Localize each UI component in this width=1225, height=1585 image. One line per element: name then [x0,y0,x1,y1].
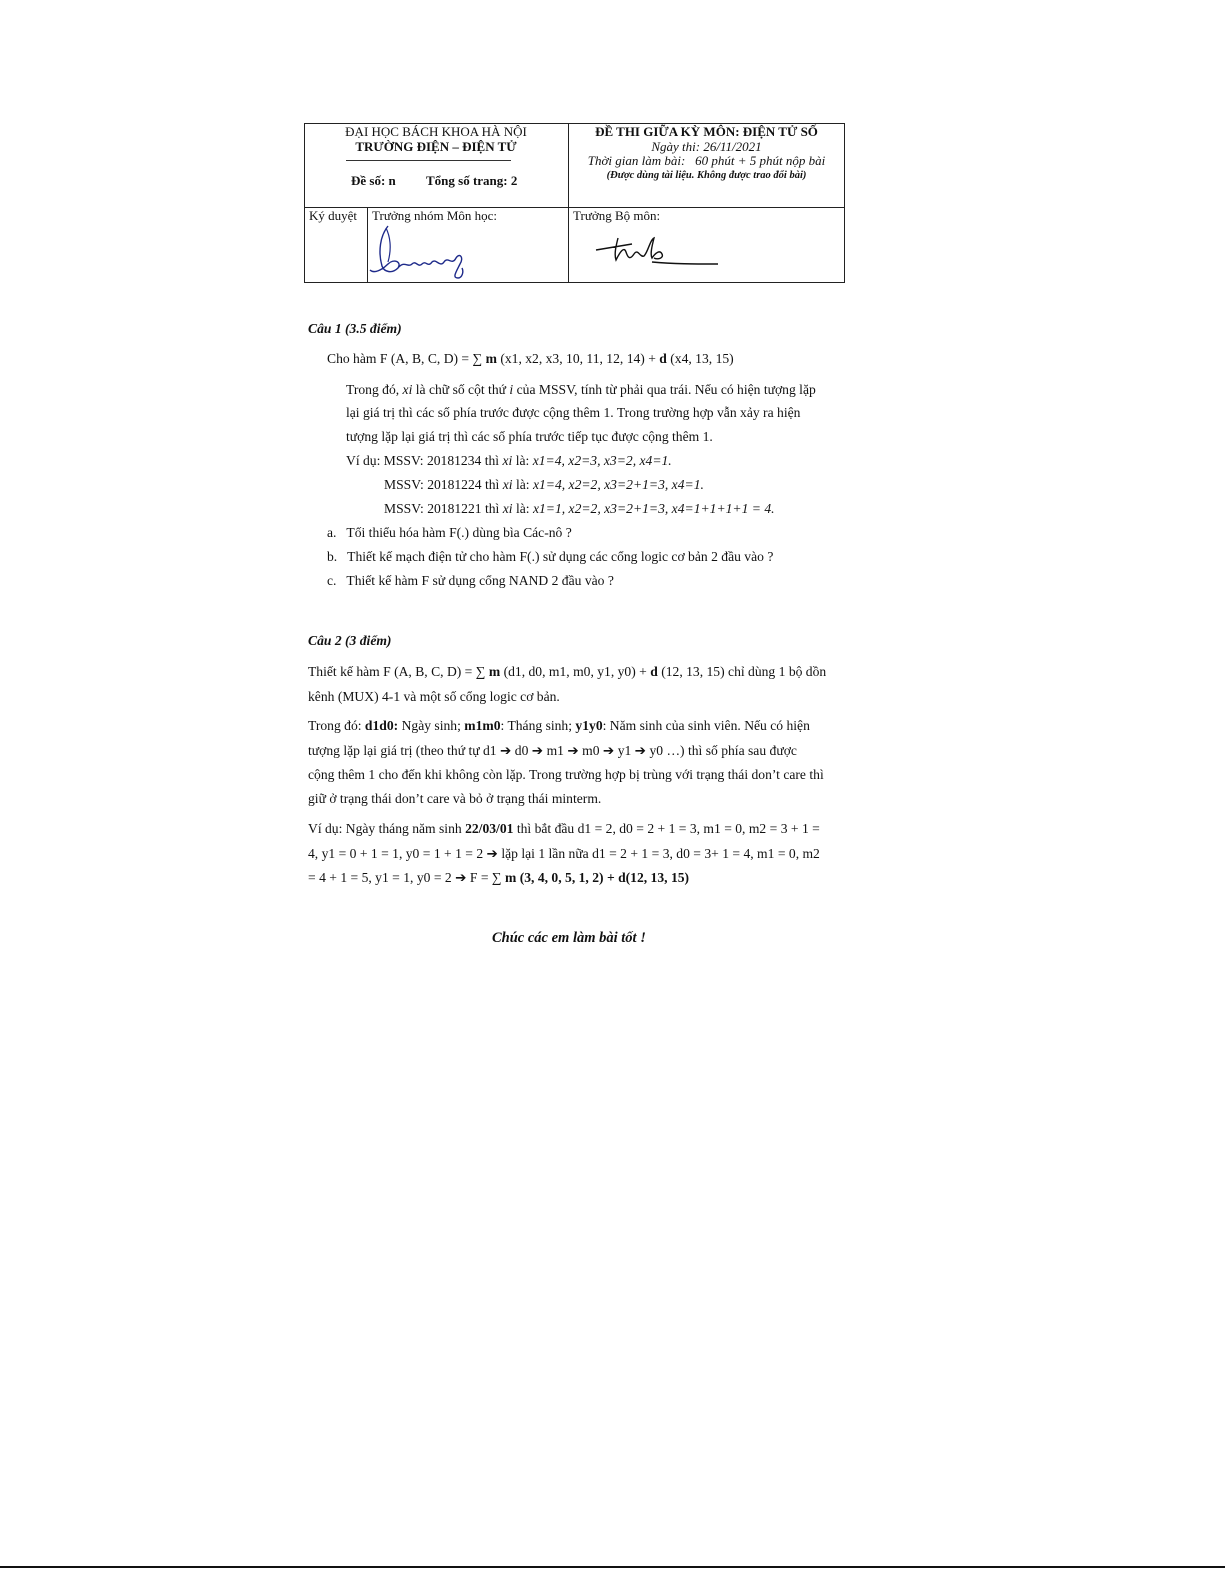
q1-function [327,351,734,367]
item-text: Tối thiểu hóa hàm F(.) dùng bìa Các-nô ? [346,525,572,540]
q1-minterm-symbol: m [485,351,497,366]
q2-para1-line1 [308,664,826,680]
exam-code-label: Đề số: [351,173,386,188]
example-xi: xi [502,501,513,516]
q2-text: Ví dụ: Ngày tháng năm sinh [308,821,462,836]
page-bottom-rule [0,1566,1225,1568]
exam-code [351,173,396,188]
group-leader-signature [366,222,476,282]
item-text: Thiết kế hàm F sử dụng cổng NAND 2 đầu vào ? [346,573,614,588]
example-text: là: [515,477,530,492]
q2-m1m0: m1m0 [464,718,501,733]
q1-dontcare-list: (x4, 13, 15) [670,351,734,366]
dept-head-label: Trưởng Bộ môn: [573,208,661,223]
q2-text: Ngày sinh; [401,718,461,733]
q1-function-prefix: Cho hàm F (A, B, C, D) = ∑ [327,351,483,366]
dept-head-signature [594,232,724,272]
q2-para3-line1 [308,821,820,837]
exam-title: ĐỀ THI GIỮA KỲ MÔN: ĐIỆN TỬ SỐ [595,124,818,139]
q2-para2-line1 [308,718,810,734]
q2-d1d0: d1d0: [364,718,399,733]
q1-item-b [327,549,773,565]
example-values: x1=4, x2=3, x3=2, x4=1. [532,453,672,468]
page-count-value: 2 [510,173,518,188]
q1-example-2 [384,477,704,493]
q2-y1y0: y1y0 [575,718,603,733]
exam-code-value: n [388,173,396,188]
q1-example-3 [384,501,775,517]
q1-dontcare-symbol: d [659,351,667,366]
example-text: là: [515,501,530,516]
example-values: x1=4, x2=2, x3=2+1=3, x4=1. [532,477,704,492]
q2-para2-line3: cộng thêm 1 cho đến khi không còn lặp. Trong trường hợp bị trùng với trạng thái don’t care thì [308,767,824,782]
q1-i-symbol: i [509,382,514,397]
group-leader-label: Trưởng nhóm Môn học: [372,208,498,223]
q2-para1-line2: kênh (MUX) 4-1 và một số cổng logic cơ bản. [308,689,560,704]
item-marker: c. [327,573,337,588]
exam-date: Ngày thi: 26/11/2021 [651,139,762,154]
example-text: Ví dụ: MSSV: 20181234 thì [346,453,500,468]
q1-desc-line-2: lại giá trị thì các số phía trước được cộng thêm 1. Trong trường hợp vẫn xảy ra hiện [346,405,801,420]
approval-label: Ký duyệt [309,208,358,223]
example-text: MSSV: 20181221 thì [384,501,500,516]
q1-desc-text: của MSSV, tính từ phải qua trái. Nếu có hiện tượng lặp [516,382,816,397]
q2-para3-line3 [308,870,689,886]
q2-title: Câu 2 (3 điểm) [308,633,392,648]
example-values: x1=1, x2=2, x3=2+1=3, x4=1+1+1+1 = 4. [532,501,775,516]
example-xi: xi [502,453,513,468]
duration-value: 60 phút + 5 phút nộp bài [695,153,826,168]
item-marker: b. [327,549,338,564]
q2-text: Trong đó: [308,718,362,733]
q2-para2-line2: tượng lặp lại giá trị (theo thứ tự d1 ➔ d0 ➔ m1 ➔ m0 ➔ y1 ➔ y0 …) thì số phía sau được [308,743,797,758]
q1-item-a [327,525,572,541]
item-text: Thiết kế mạch điện tử cho hàm F(.) sử dụng các cổng logic cơ bản 2 đầu vào ? [347,549,774,564]
q1-desc-text: Trong đó, [346,382,400,397]
q2-text: (d1, d0, m1, m0, y1, y0) + [503,664,647,679]
q2-text: thì bắt đầu d1 = 2, d0 = 2 + 1 = 3, m1 = 0, m2 = 3 + 1 = [516,821,820,836]
q1-desc-line-3: tượng lặp lại giá trị thì các số phía trước tiếp tục được cộng thêm 1. [346,429,713,444]
header-divider [346,160,511,161]
university-name: ĐẠI HỌC BÁCH KHOA HÀ NỘI [345,124,527,139]
q2-text: = 4 + 1 = 5, y1 = 1, y0 = 2 ➔ F = ∑ [308,870,502,885]
q2-text: : Năm sinh của sinh viên. Nếu có hiện [602,718,810,733]
exam-note: (Được dùng tài liệu. Không được trao đổi bài) [606,170,807,181]
page-count-label: Tổng số trang: [426,173,508,188]
duration-label: Thời gian làm bài: [587,153,686,168]
q2-para3-line2: 4, y1 = 0 + 1 = 1, y0 = 1 + 1 = 2 ➔ lặp lại 1 lần nữa d1 = 2 + 1 = 3, d0 = 3+ 1 = 4, m1 = 0, m2 [308,846,820,861]
q2-text: (12, 13, 15) chỉ dùng 1 bộ dồn [661,664,827,679]
example-xi: xi [502,477,513,492]
q2-dontcare-symbol: d [650,664,658,679]
exam-duration [568,153,845,168]
school-name: TRƯỜNG ĐIỆN – ĐIỆN TỬ [355,139,517,154]
q2-para2-line4: giữ ở trạng thái don’t care và bỏ ở trạng thái minterm. [308,791,602,806]
q2-result: m (3, 4, 0, 5, 1, 2) + d(12, 13, 15) [505,870,690,885]
q1-xi-symbol: xi [402,382,413,397]
closing-message: Chúc các em làm bài tốt ! [492,930,646,946]
q1-example-1 [346,453,672,469]
q1-item-c [327,573,614,589]
q2-text: Thiết kế hàm F (A, B, C, D) = ∑ [308,664,486,679]
item-marker: a. [327,525,337,540]
q1-desc-text: là chữ số cột thứ [415,382,507,397]
q2-text: : Tháng sinh; [500,718,573,733]
example-text: MSSV: 20181224 thì [384,477,500,492]
page-count [426,173,517,188]
q2-minterm-symbol: m [488,664,501,679]
q1-title: Câu 1 (3.5 điểm) [308,321,402,336]
q1-minterm-list: (x1, x2, x3, 10, 11, 12, 14) + [500,351,656,366]
q2-example-date: 22/03/01 [465,821,514,836]
q1-desc-line-1 [346,382,816,398]
example-text: là: [515,453,530,468]
